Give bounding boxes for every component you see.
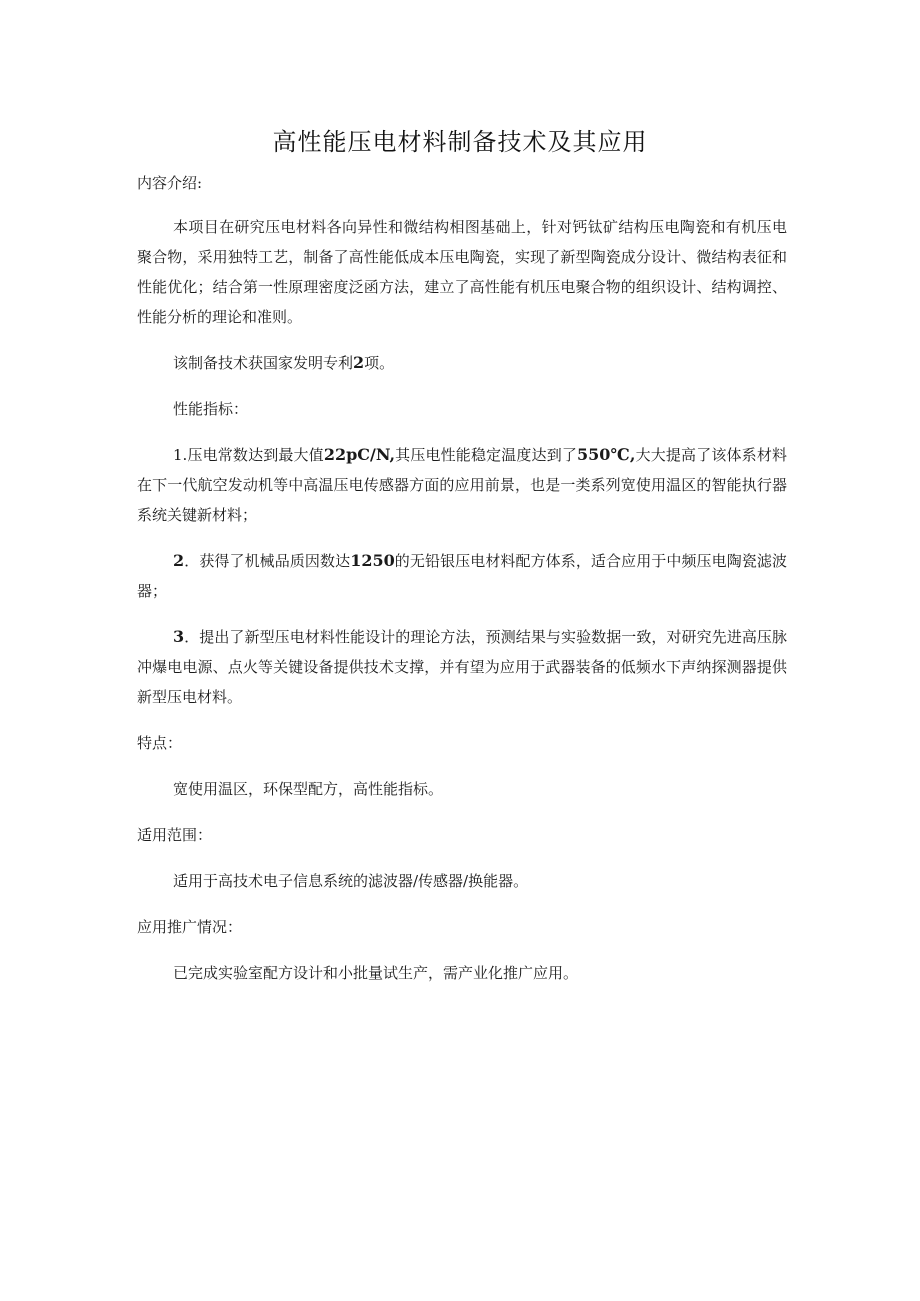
features-heading: 特点： bbox=[137, 734, 183, 752]
performance-item-2 bbox=[137, 546, 787, 606]
item-index: 3 bbox=[173, 627, 185, 646]
performance-item-3 bbox=[137, 622, 787, 712]
item-text: 其压电性能稳定温度达到了 bbox=[395, 446, 577, 464]
scope-heading: 适用范围： bbox=[137, 826, 213, 844]
intro-heading: 内容介绍: bbox=[137, 174, 203, 192]
patent-count: 2 bbox=[353, 353, 365, 372]
patent-prefix: 该制备技术获国家发明专利 bbox=[173, 354, 354, 372]
scope-paragraph: 适用于高技术电子信息系统的滤波器/传感器/换能器。 bbox=[173, 872, 529, 890]
patent-paragraph bbox=[137, 348, 787, 378]
quality-factor-value: 1250 bbox=[350, 551, 395, 570]
performance-heading: 性能指标： bbox=[173, 400, 249, 418]
document-body bbox=[137, 168, 787, 988]
item-text: ．提出了新型压电材料性能设计的理论方法，预测结果与实验数据一致，对研究先进高压脉冲爆电电源、点火等关键设备提供技术支撑，并有望为应用于武器装备的低频水下声纳探测器提供新型压电材料。 bbox=[137, 628, 787, 706]
performance-item-1 bbox=[137, 440, 787, 530]
patent-suffix: 项。 bbox=[364, 354, 395, 372]
item-text: 大大提高了该体系材料在下一代航空发动机等中高温压电传感器方面的应用前景，也是一类系列宽使用温区的智能执行器系统关键新材料； bbox=[137, 446, 787, 524]
piezo-constant-value: 22pC/N, bbox=[323, 445, 396, 464]
promotion-heading: 应用推广情况： bbox=[137, 918, 243, 936]
features-paragraph: 宽使用温区，环保型配方，高性能指标。 bbox=[173, 780, 444, 798]
document-title: 高性能压电材料制备技术及其应用 bbox=[272, 128, 648, 156]
promotion-paragraph: 已完成实验室配方设计和小批量试生产，需产业化推广应用。 bbox=[173, 964, 579, 982]
intro-paragraph: 本项目在研究压电材料各向异性和微结构相图基础上，针对钙钛矿结构压电陶瓷和有机压电聚合物，采用独特工艺，制备了高性能低成本压电陶瓷，实现了新型陶瓷成分设计、微结构表征和性能优化；结合第一性原理密度泛函方法，建立了高性能有机压电聚合物的组织设计、结构调控、性能分析的理论和准则。 bbox=[137, 218, 787, 326]
item-text: ．获得了机械品质因数达 bbox=[184, 552, 351, 570]
stable-temperature-value: 550℃, bbox=[577, 445, 636, 464]
item-text: 压电常数达到最大值 bbox=[187, 446, 324, 464]
item-index: 2 bbox=[173, 551, 185, 570]
item-text: 的无铅银压电材料配方体系，适合应用于中频压电陶瓷滤波器； bbox=[137, 552, 787, 600]
item-index: 1. bbox=[173, 446, 188, 464]
